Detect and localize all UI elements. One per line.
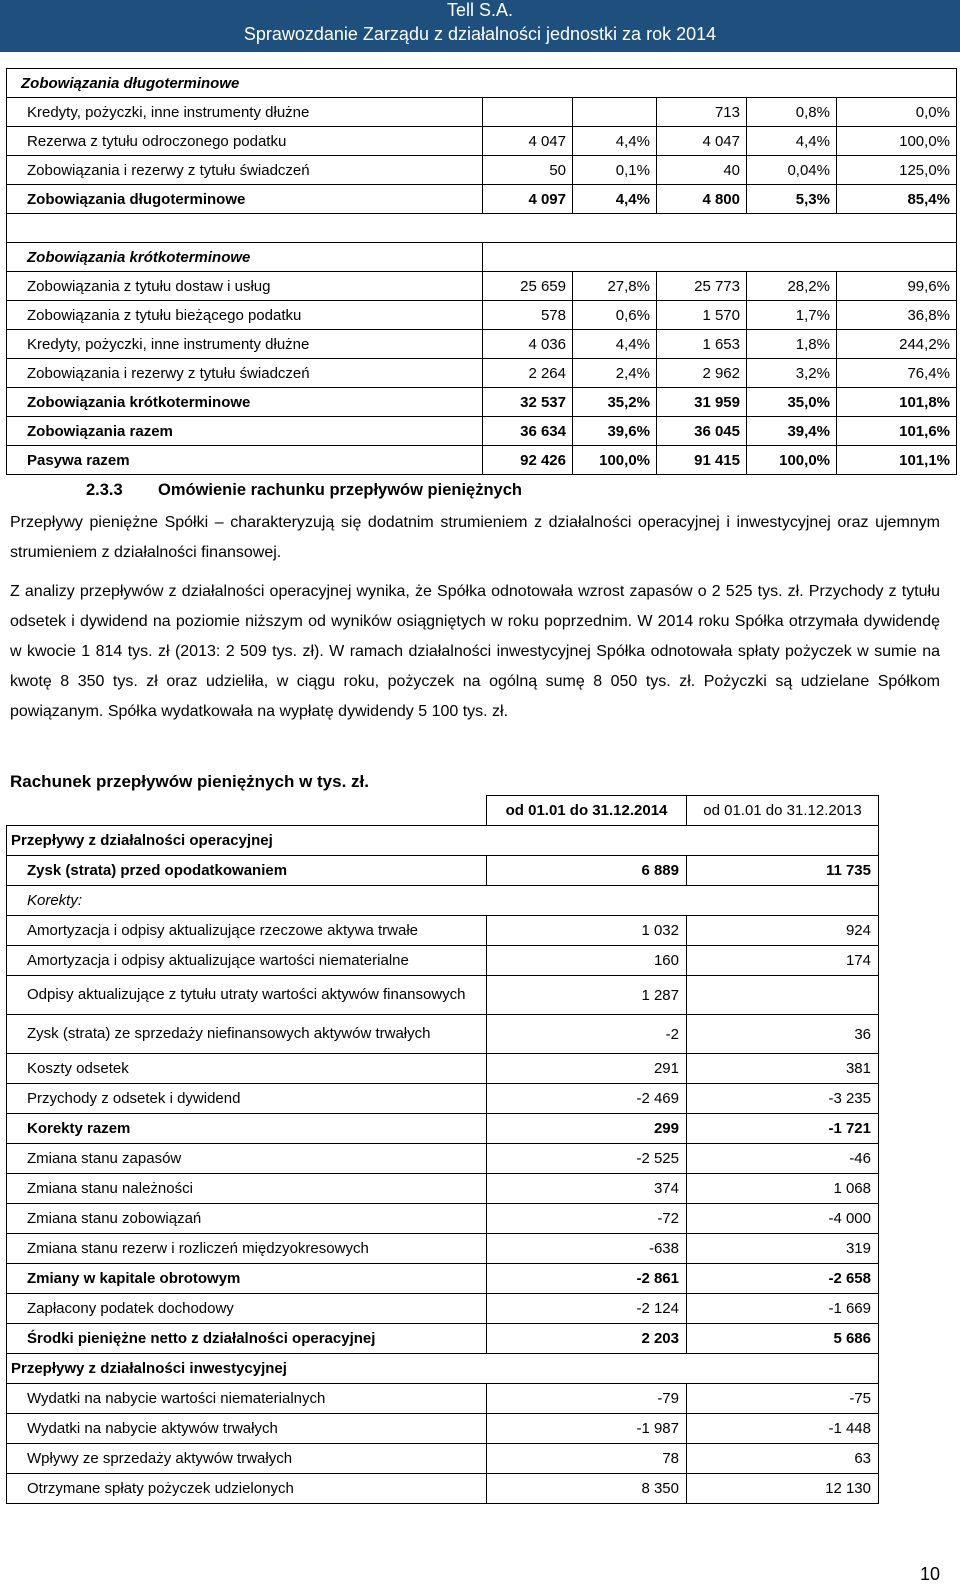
- cell: -1 721: [687, 1114, 879, 1144]
- cell: -638: [487, 1234, 687, 1264]
- cell: 1,7%: [747, 301, 837, 330]
- page-number: 10: [919, 1564, 940, 1584]
- row-label: Zobowiązania krótkoterminowe: [7, 388, 483, 417]
- cell: 4 800: [657, 185, 747, 214]
- row-label: Amortyzacja i odpisy aktualizujące wartości niematerialne: [7, 946, 487, 976]
- cell: 291: [487, 1054, 687, 1084]
- cell: 63: [687, 1444, 879, 1474]
- row-label: Kredyty, pożyczki, inne instrumenty dłużne: [7, 330, 483, 359]
- cell: 92 426: [483, 446, 573, 475]
- table-row: [7, 1234, 879, 1264]
- paragraph: Przepływy pieniężne Spółki – charakteryzują się dodatnim strumieniem z działalności operacyjnej i inwestycyjnej oraz ujemnym strumieniem z działalności finansowej.: [10, 514, 940, 561]
- cell: 3,2%: [747, 359, 837, 388]
- cell: 160: [487, 946, 687, 976]
- cell: 28,2%: [747, 272, 837, 301]
- page-header: [0, 0, 960, 52]
- row-label: Zapłacony podatek dochodowy: [7, 1294, 487, 1324]
- row-label: Wpływy ze sprzedaży aktywów trwałych: [7, 1444, 487, 1474]
- cell: 25 659: [483, 272, 573, 301]
- table-row-total: [7, 446, 957, 475]
- cell: -1 987: [487, 1414, 687, 1444]
- table-row: [7, 359, 957, 388]
- cell: 2,4%: [573, 359, 657, 388]
- row-label: Wydatki na nabycie aktywów trwałych: [7, 1414, 487, 1444]
- table-row-total: [7, 185, 957, 214]
- investing-heading: Przepływy z działalności inwestycyjnej: [7, 1354, 879, 1384]
- cell: 36 634: [483, 417, 573, 446]
- column-header-2013: od 01.01 do 31.12.2013: [687, 796, 879, 826]
- cashflow-header-row: [7, 796, 879, 826]
- section-number: 2.3.3: [86, 481, 123, 499]
- cell: 1 570: [657, 301, 747, 330]
- blank-cell: [483, 243, 957, 272]
- cell: 85,4%: [837, 185, 957, 214]
- operating-heading: Przepływy z działalności operacyjnej: [7, 826, 879, 856]
- blank-cell: [7, 796, 487, 826]
- table-row: [7, 1384, 879, 1414]
- row-label: Przychody z odsetek i dywidend: [7, 1084, 487, 1114]
- shortterm-heading: Zobowiązania krótkoterminowe: [7, 243, 483, 272]
- row-label: Zysk (strata) ze sprzedaży niefinansowych aktywów trwałych: [7, 1015, 487, 1054]
- table-row: [7, 1015, 879, 1054]
- row-label: Kredyty, pożyczki, inne instrumenty dłużne: [7, 98, 483, 127]
- blank-cell: [7, 214, 957, 243]
- cell: -1 448: [687, 1414, 879, 1444]
- cell: 25 773: [657, 272, 747, 301]
- paragraph: Z analizy przepływów z działalności operacyjnej wynika, że Spółka odnotowała wzrost zapasów o 2 525 tys. zł. Przychody z tytułu odsetek i dywidend na poziomie niższym od wyników osiągniętych w roku poprzednim. W 2014 roku Spółka otrzymała dywidendę w kwocie 1 814 tys. zł (2013: 2 509 tys. zł). W ramach działalności inwestycyjnej Spółka odnotowała spłaty pożyczek w sumie na kwotę 8 350 tys. zł oraz udzieliła, w ciągu roku, pożyczek na ogólną sumę 8 050 tys. zł. Pożyczki są udzielane Spółkom powiązanym. Spółka wydatkowała na wypłatę dywidendy 5 100 tys. zł.: [10, 583, 940, 720]
- cell: 5,3%: [747, 185, 837, 214]
- cell: -2 861: [487, 1264, 687, 1294]
- column-header-2014: od 01.01 do 31.12.2014: [487, 796, 687, 826]
- cell: -46: [687, 1144, 879, 1174]
- cell: 101,6%: [837, 417, 957, 446]
- cell: -2 124: [487, 1294, 687, 1324]
- cell: 76,4%: [837, 359, 957, 388]
- cell: [573, 98, 657, 127]
- cell: 40: [657, 156, 747, 185]
- cell: 39,4%: [747, 417, 837, 446]
- cell: 244,2%: [837, 330, 957, 359]
- cashflow-table: [6, 795, 879, 1504]
- row-label: Zobowiązania z tytułu dostaw i usług: [7, 272, 483, 301]
- row-label: Zobowiązania i rezerwy z tytułu świadczeń: [7, 359, 483, 388]
- cell: 381: [687, 1054, 879, 1084]
- cell: 100,0%: [747, 446, 837, 475]
- cell: -72: [487, 1204, 687, 1234]
- company-name: Tell S.A.: [446, 0, 514, 20]
- cashflow-title: Rachunek przepływów pieniężnych w tys. zł.: [10, 772, 369, 791]
- adjustments-label: Korekty:: [7, 886, 879, 916]
- cell: 374: [487, 1174, 687, 1204]
- longterm-heading-row: [7, 69, 957, 98]
- table-row: [7, 301, 957, 330]
- table-row: [7, 916, 879, 946]
- cell: 35,0%: [747, 388, 837, 417]
- row-label: Pasywa razem: [7, 446, 483, 475]
- cell: 6 889: [487, 856, 687, 886]
- cell: 91 415: [657, 446, 747, 475]
- cell: 4,4%: [573, 330, 657, 359]
- cell: 100,0%: [837, 127, 957, 156]
- cell: -2 525: [487, 1144, 687, 1174]
- cell: 36,8%: [837, 301, 957, 330]
- cell: -4 000: [687, 1204, 879, 1234]
- cell: 2 203: [487, 1324, 687, 1354]
- cell: 713: [657, 98, 747, 127]
- row-label: Zmiany w kapitale obrotowym: [7, 1264, 487, 1294]
- table-row: [7, 1444, 879, 1474]
- cell: -3 235: [687, 1084, 879, 1114]
- row-label: Zmiana stanu zobowiązań: [7, 1204, 487, 1234]
- table-row: [7, 272, 957, 301]
- cell: 36: [687, 1015, 879, 1054]
- row-label: Wydatki na nabycie wartości niematerialnych: [7, 1384, 487, 1414]
- cell: 35,2%: [573, 388, 657, 417]
- cell: [483, 98, 573, 127]
- row-label: Zobowiązania z tytułu bieżącego podatku: [7, 301, 483, 330]
- table-row: [7, 156, 957, 185]
- cell: 1 032: [487, 916, 687, 946]
- cell: -75: [687, 1384, 879, 1414]
- cell: 1,8%: [747, 330, 837, 359]
- table-row: [7, 976, 879, 1015]
- cell: 319: [687, 1234, 879, 1264]
- cell: 174: [687, 946, 879, 976]
- table-row-total: [7, 388, 957, 417]
- cell: 0,8%: [747, 98, 837, 127]
- cell: 39,6%: [573, 417, 657, 446]
- table-row-total: [7, 1114, 879, 1144]
- row-label: Zmiana stanu rezerw i rozliczeń międzyokresowych: [7, 1234, 487, 1264]
- cell: 50: [483, 156, 573, 185]
- table-row: [7, 1474, 879, 1504]
- table-row: [7, 127, 957, 156]
- table-row: [7, 1084, 879, 1114]
- table-row: [7, 946, 879, 976]
- cell: 101,8%: [837, 388, 957, 417]
- cell: 2 962: [657, 359, 747, 388]
- cell: 4 047: [657, 127, 747, 156]
- row-label: Środki pieniężne netto z działalności operacyjnej: [7, 1324, 487, 1354]
- cell: -79: [487, 1384, 687, 1414]
- row-label: Odpisy aktualizujące z tytułu utraty wartości aktywów finansowych: [7, 976, 487, 1015]
- table-row: [7, 856, 879, 886]
- report-title: Sprawozdanie Zarządu z działalności jednostki za rok 2014: [243, 24, 717, 44]
- cell: 4,4%: [747, 127, 837, 156]
- liabilities-table: [6, 68, 957, 475]
- row-label: Zobowiązania długoterminowe: [7, 185, 483, 214]
- cell: 4 047: [483, 127, 573, 156]
- row-label: Zmiana stanu zapasów: [7, 1144, 487, 1174]
- table-row: [7, 1174, 879, 1204]
- cell: 100,0%: [573, 446, 657, 475]
- cell: 101,1%: [837, 446, 957, 475]
- table-row: [7, 98, 957, 127]
- cell: 12 130: [687, 1474, 879, 1504]
- row-label: Korekty razem: [7, 1114, 487, 1144]
- cell: -1 669: [687, 1294, 879, 1324]
- shortterm-heading-row: [7, 243, 957, 272]
- cell: 299: [487, 1114, 687, 1144]
- section-row: [7, 886, 879, 916]
- table-row-total: [7, 417, 957, 446]
- table-row-total: [7, 1324, 879, 1354]
- table-row: [7, 1054, 879, 1084]
- table-row: [7, 330, 957, 359]
- table-row: [7, 1204, 879, 1234]
- cell: 125,0%: [837, 156, 957, 185]
- cell: 4 097: [483, 185, 573, 214]
- row-label: Zobowiązania i rezerwy z tytułu świadczeń: [7, 156, 483, 185]
- cell: 0,0%: [837, 98, 957, 127]
- row-label: Zobowiązania razem: [7, 417, 483, 446]
- table-row: [7, 1414, 879, 1444]
- row-label: Amortyzacja i odpisy aktualizujące rzeczowe aktywa trwałe: [7, 916, 487, 946]
- cell: -2 658: [687, 1264, 879, 1294]
- section-row: [7, 1354, 879, 1384]
- blank-row: [7, 214, 957, 243]
- cell: 32 537: [483, 388, 573, 417]
- cell: 5 686: [687, 1324, 879, 1354]
- cell: 31 959: [657, 388, 747, 417]
- cell: 1 287: [487, 976, 687, 1015]
- section-title: Omówienie rachunku przepływów pieniężnych: [158, 481, 522, 499]
- table-row-total: [7, 1264, 879, 1294]
- cell: 99,6%: [837, 272, 957, 301]
- cell: 36 045: [657, 417, 747, 446]
- section-heading: [86, 481, 522, 500]
- cell: 0,6%: [573, 301, 657, 330]
- cell: 4,4%: [573, 127, 657, 156]
- cell: 4,4%: [573, 185, 657, 214]
- cell: 78: [487, 1444, 687, 1474]
- cell: 924: [687, 916, 879, 946]
- cell: [687, 976, 879, 1015]
- cell: 11 735: [687, 856, 879, 886]
- section-row: [7, 826, 879, 856]
- cell: -2: [487, 1015, 687, 1054]
- row-label: Zysk (strata) przed opodatkowaniem: [7, 856, 487, 886]
- cell: 4 036: [483, 330, 573, 359]
- row-label: Koszty odsetek: [7, 1054, 487, 1084]
- cell: 1 653: [657, 330, 747, 359]
- longterm-heading: Zobowiązania długoterminowe: [7, 69, 957, 98]
- table-row: [7, 1144, 879, 1174]
- cell: 0,04%: [747, 156, 837, 185]
- cell: 8 350: [487, 1474, 687, 1504]
- row-label: Rezerwa z tytułu odroczonego podatku: [7, 127, 483, 156]
- cell: 1 068: [687, 1174, 879, 1204]
- row-label: Otrzymane spłaty pożyczek udzielonych: [7, 1474, 487, 1504]
- cell: -2 469: [487, 1084, 687, 1114]
- cell: 2 264: [483, 359, 573, 388]
- table-row: [7, 1294, 879, 1324]
- row-label: Zmiana stanu należności: [7, 1174, 487, 1204]
- cell: 0,1%: [573, 156, 657, 185]
- cell: 578: [483, 301, 573, 330]
- cell: 27,8%: [573, 272, 657, 301]
